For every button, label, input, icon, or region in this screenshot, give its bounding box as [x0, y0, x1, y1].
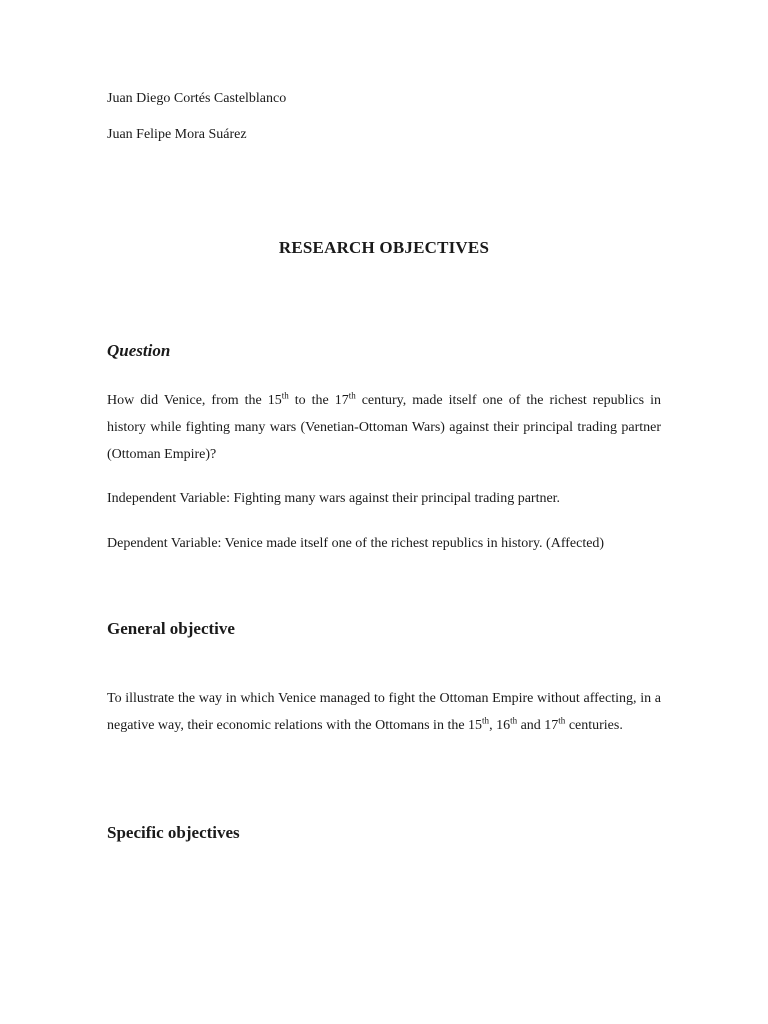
independent-variable-paragraph: Independent Variable: Fighting many wars against their principal trading partner. [107, 491, 561, 506]
general-superscript-2: th [510, 715, 518, 726]
general-text-part-4: centuries. [565, 718, 623, 733]
general-superscript-1: th [482, 715, 490, 726]
question-text-part-1: How did Venice, from the 15 [107, 393, 282, 408]
question-superscript-1: th [281, 390, 289, 401]
dependent-variable-paragraph: Dependent Variable: Venice made itself one of the richest republics in history. (Affected) [107, 536, 605, 551]
question-text-part-2: to the 17 [288, 393, 349, 408]
specific-objectives-heading: Specific objectives [107, 823, 240, 842]
author-name-2: Juan Felipe Mora Suárez [107, 127, 247, 142]
author-name-1: Juan Diego Cortés Castelblanco [107, 91, 287, 106]
document-title: RESEARCH OBJECTIVES [278, 238, 490, 257]
general-text-part-2: , 16 [489, 718, 511, 733]
general-objective-paragraph [107, 685, 661, 739]
general-text-part-3: and 17 [517, 718, 559, 733]
question-heading: Question [107, 341, 171, 360]
question-superscript-2: th [348, 390, 356, 401]
question-text-part-3: century, made itself one of the richest republics in history while fighting many wars (Venetian-Ottoman Wars) against their principal trading partner (Ottoman Empire)? [107, 393, 662, 462]
general-objective-heading: General objective [107, 619, 235, 638]
general-superscript-3: th [558, 715, 566, 726]
research-question-paragraph [107, 387, 661, 468]
general-text-part-1: To illustrate the way in which Venice managed to fight the Ottoman Empire without affecting, in a negative way, their economic relations with the Ottomans in the 15 [107, 691, 661, 733]
